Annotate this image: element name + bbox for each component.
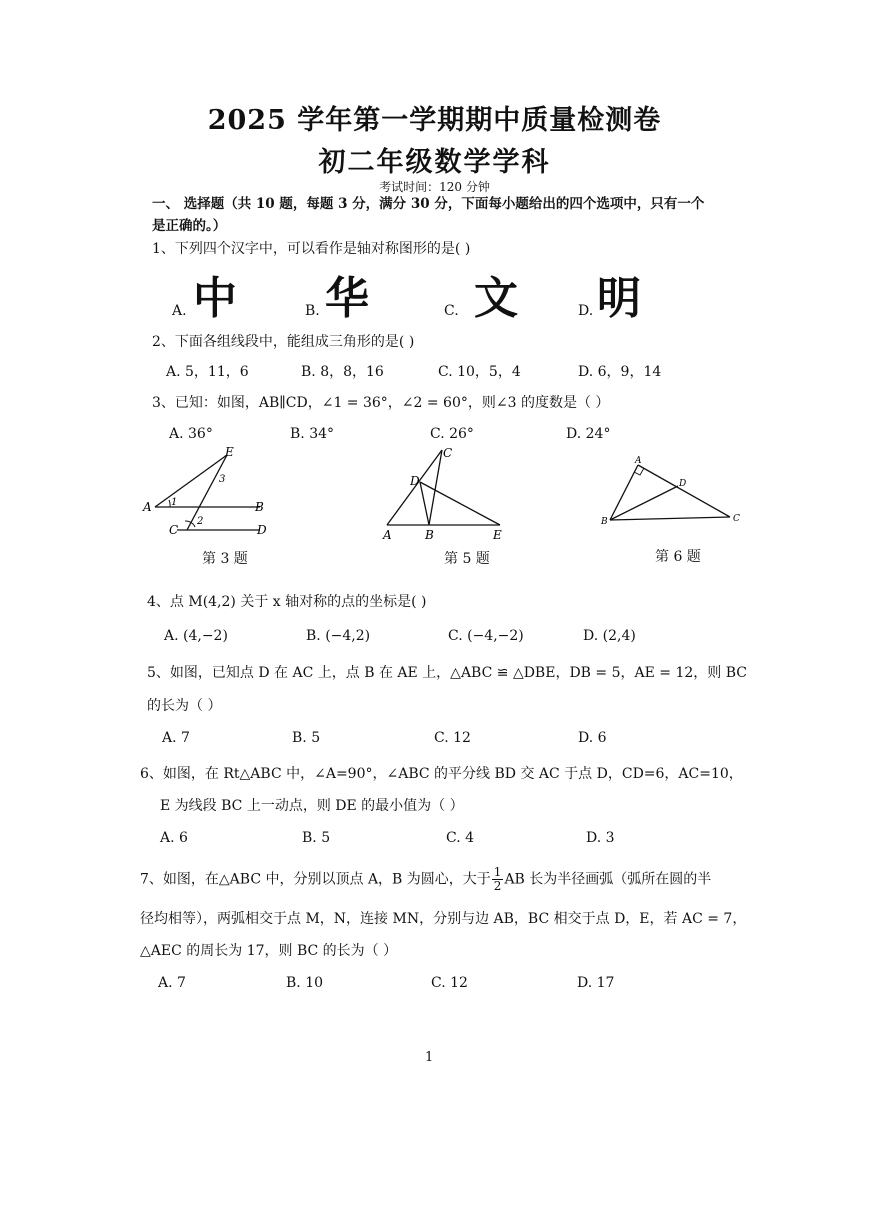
page-number: 1 <box>425 1050 434 1065</box>
figure-3-diagram <box>135 445 275 545</box>
q2-option-d: D. 6，9，14 <box>578 364 662 380</box>
q6-option-c: C. 4 <box>446 830 475 846</box>
question-1-stem: 1、下列四个汉字中，可以看作是轴对称图形的是( ) <box>152 241 471 257</box>
figure-5-diagram <box>375 445 515 545</box>
exam-time: 考试时间：120 分钟 <box>379 180 490 194</box>
q7-fraction-denominator: 2 <box>493 879 502 893</box>
question-4-stem: 4、点 M(4,2) 关于 x 轴对称的点的坐标是( ) <box>147 594 427 610</box>
q2-option-c: C. 10，5，4 <box>438 364 521 380</box>
fig5-label-e: E <box>493 528 502 542</box>
question-6-line2: E 为线段 BC 上一动点，则 DE 的最小值为（ ） <box>160 798 464 814</box>
fig3-label-e: E <box>225 445 234 459</box>
q7-option-a: A. 7 <box>158 975 186 991</box>
q1-option-c-char: 文 <box>474 273 518 324</box>
page-subtitle: 初二年级数学学科 <box>318 147 551 178</box>
q7-option-d: D. 17 <box>577 975 615 991</box>
q6-option-d: D. 3 <box>586 830 615 846</box>
fig3-label-2: 2 <box>197 516 204 527</box>
question-2-stem: 2、下面各组线段中，能组成三角形的是( ) <box>152 334 415 350</box>
figure-3-caption: 第 3 题 <box>202 551 248 567</box>
q7-line1-post: AB 长为半径画弧（弧所在圆的半 <box>504 871 712 888</box>
q2-option-b: B. 8，8，16 <box>301 364 384 380</box>
fig3-label-d: D <box>257 523 267 537</box>
q3-option-b: B. 34° <box>290 426 335 442</box>
figure-6-caption: 第 6 题 <box>655 549 701 565</box>
question-7-line1 <box>140 866 711 893</box>
q1-option-d-label: D. <box>578 303 594 319</box>
q6-option-b: B. 5 <box>302 830 331 846</box>
fig5-label-c: C <box>443 446 453 460</box>
question-7-line3: △AEC 的周长为 17，则 BC 的长为（ ） <box>140 943 398 959</box>
q7-fraction-numerator: 1 <box>493 865 502 879</box>
q4-option-d: D. (2,4) <box>583 628 636 644</box>
q6-option-a: A. 6 <box>160 830 188 846</box>
q7-option-c: C. 12 <box>431 975 468 991</box>
fig6-label-c: C <box>733 514 740 524</box>
q1-option-d-char: 明 <box>597 273 641 324</box>
page-title: 2025 学年第一学期期中质量检测卷 <box>207 105 662 136</box>
figure-6-diagram <box>595 450 755 540</box>
fig5-label-d: D <box>410 474 420 488</box>
q1-option-a-char: 中 <box>193 273 237 324</box>
fig3-label-c: C <box>169 523 179 537</box>
q7-line1-pre: 7、如图，在△ABC 中，分别以顶点 A，B 为圆心，大于 <box>140 871 491 888</box>
fig6-label-d: D <box>679 479 687 489</box>
question-3-stem: 3、已知：如图，AB∥CD，∠1 = 36°，∠2 = 60°，则∠3 的度数是（ ） <box>152 395 610 411</box>
q3-option-d: D. 24° <box>566 426 611 442</box>
q4-option-c: C. (−4,−2) <box>448 628 524 644</box>
fig3-label-1: 1 <box>171 497 178 508</box>
fig5-label-a: A <box>383 528 392 542</box>
q7-fraction <box>492 866 504 893</box>
q1-option-c-label: C. <box>444 303 459 319</box>
question-5-line2: 的长为（ ） <box>147 698 222 714</box>
fig3-label-a: A <box>143 500 152 514</box>
q5-option-d: D. 6 <box>578 730 607 746</box>
fig6-label-b: B <box>601 517 608 527</box>
fig6-label-a: A <box>635 456 642 466</box>
q3-option-c: C. 26° <box>430 426 474 442</box>
q3-option-a: A. 36° <box>169 426 213 442</box>
section-heading: 一、 选择题（共 10 题，每题 3 分，满分 30 分，下面每小题给出的四个选项中，只有一个是正确的。） <box>152 196 705 234</box>
q1-option-b-char: 华 <box>325 273 369 324</box>
q4-option-a: A. (4,−2) <box>164 628 228 644</box>
q7-option-b: B. 10 <box>286 975 324 991</box>
q1-option-a-label: A. <box>172 303 187 319</box>
fig3-label-b: B <box>255 500 264 514</box>
fig3-label-3: 3 <box>219 474 226 485</box>
q4-option-b: B. (−4,2) <box>306 628 371 644</box>
figure-5-caption: 第 5 题 <box>444 551 490 567</box>
q1-option-b-label: B. <box>305 303 320 319</box>
question-5-line1: 5、如图，已知点 D 在 AC 上，点 B 在 AE 上，△ABC ≌ △DBE，DB = 5，AE = 12，则 BC <box>147 665 747 681</box>
fig5-label-b: B <box>425 528 434 542</box>
q5-option-a: A. 7 <box>162 730 190 746</box>
q5-option-b: B. 5 <box>292 730 321 746</box>
question-7-line2: 径均相等），两弧相交于点 M，N，连接 MN，分别与边 AB，BC 相交于点 D，E，若 AC = 7， <box>140 911 747 927</box>
question-6-line1: 6、如图，在 Rt△ABC 中，∠A=90°，∠ABC 的平分线 BD 交 AC 于点 D，CD=6，AC=10， <box>140 766 743 782</box>
q5-option-c: C. 12 <box>434 730 471 746</box>
q2-option-a: A. 5，11，6 <box>166 364 249 380</box>
